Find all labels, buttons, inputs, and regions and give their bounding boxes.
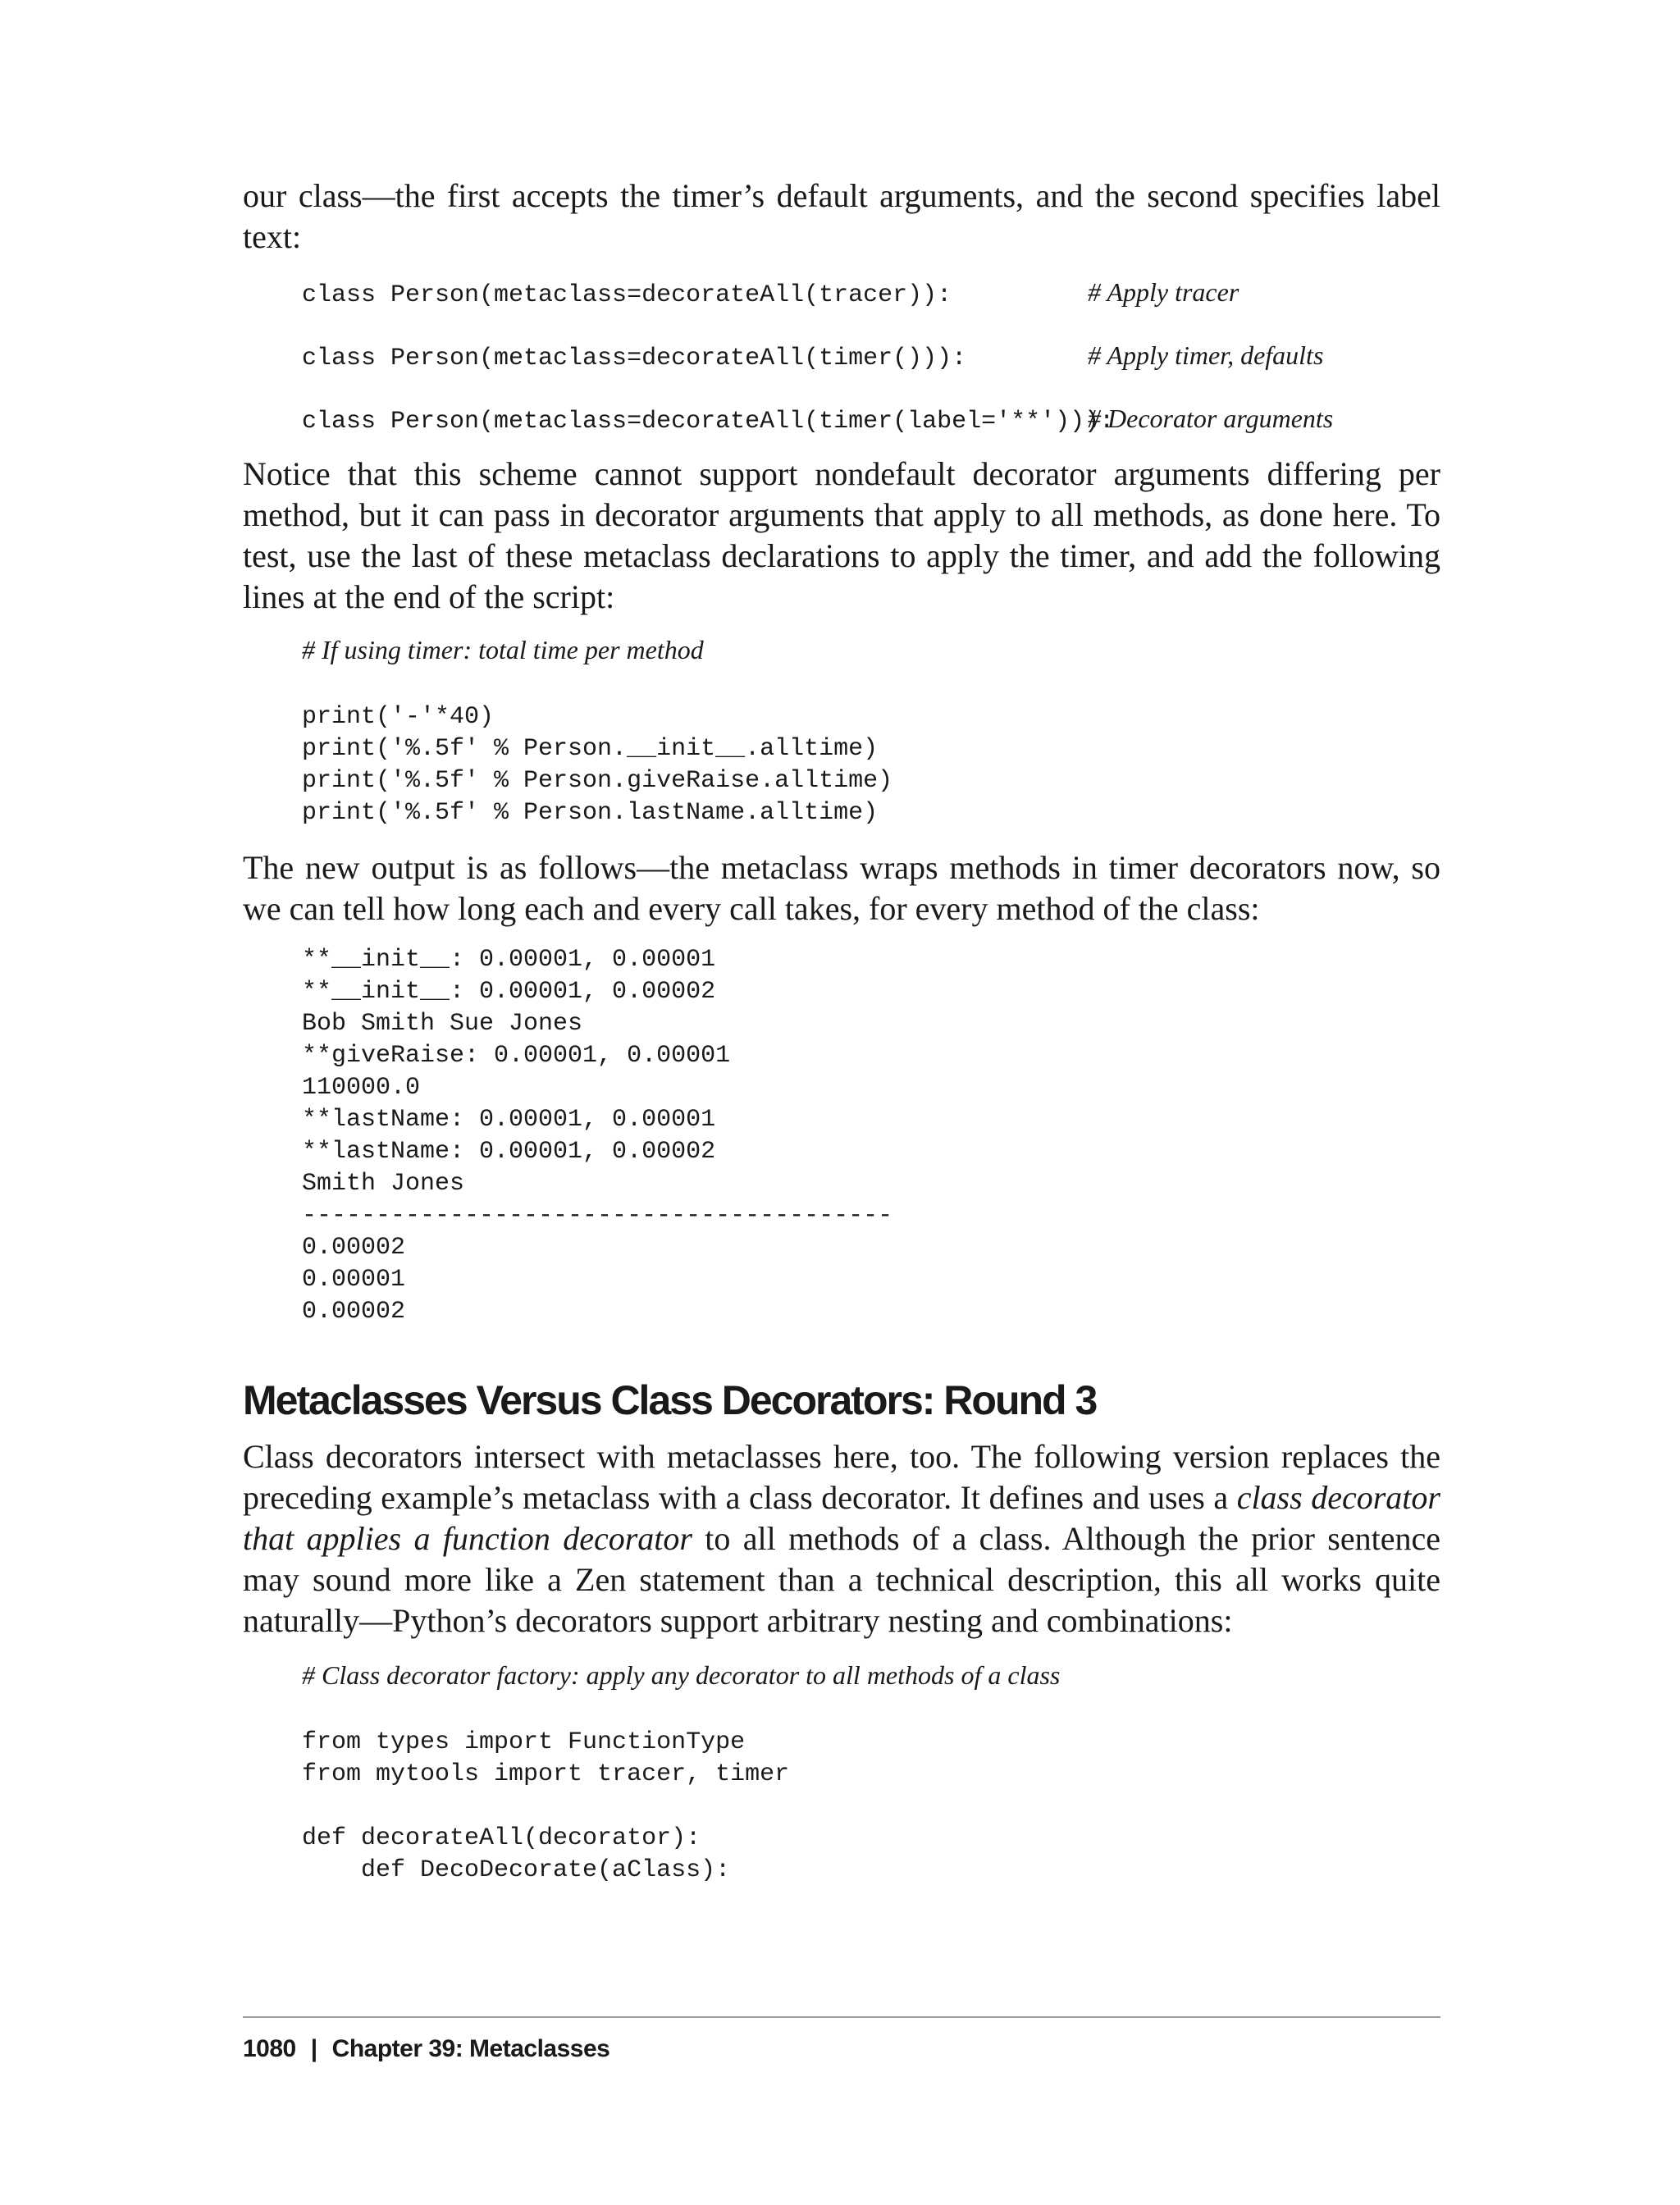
code-comment: # Decorator arguments	[1088, 404, 1334, 433]
page-number: 1080	[243, 2035, 296, 2062]
emphasis-text: class decorator that applies a function decorator	[243, 1479, 1440, 1557]
paragraph-notice: Notice that this scheme cannot support nondefault decorator arguments differing per method, but it can pass in decorator arguments that apply to all methods, as done here. To test, use the last of these metaclass declarations to apply the timer, and add the following lines at the end of the script:	[243, 455, 1440, 615]
code-text: class Person(metaclass=decorateAll(timer(label='**'))):	[302, 408, 1115, 436]
page-content	[243, 176, 1440, 1887]
paragraph-output-intro: The new output is as follows—the metaclass wraps methods in timer decorators now, so we can tell how long each and every call takes, for every method of the class:	[243, 849, 1440, 927]
code-block-class-decorator-factory	[243, 1659, 1440, 1887]
code-line	[243, 404, 1440, 436]
paragraph-class-decorators	[243, 1436, 1440, 1641]
page-footer	[243, 2033, 609, 2066]
code-text: class Person(metaclass=decorateAll(tracer)):	[302, 281, 952, 309]
code-comment: # Apply timer, defaults	[1088, 340, 1324, 370]
code-line	[243, 340, 1440, 372]
section-heading: Metaclasses Versus Class Decorators: Round 3	[243, 1377, 1097, 1423]
text-run: to all methods of a class. Although the prior sentence may sound more like a Zen statement than a technical description, this all works quite naturally—Python’s decorators support arbitrary nesting and combinations:	[243, 1520, 1440, 1639]
paragraph-intro: our class—the first accepts the timer’s default arguments, and the second specifies label text:	[243, 177, 1440, 255]
footer-rule	[243, 2016, 1440, 2018]
code-text: print('-'*40) print('%.5f' % Person.__init__.alltime) print('%.5f' % Person.giveRaise.alltime) print('%.5f' % Person.lastName.alltime)	[302, 703, 893, 827]
chapter-title: Chapter 39: Metaclasses	[331, 2035, 610, 2062]
footer-separator: |	[310, 2035, 317, 2062]
code-line	[243, 277, 1440, 309]
text-run: Class decorators intersect with metaclasses here, too. The following version replaces the preceding example’s metaclass with a class decorator. It defines and uses a	[243, 1438, 1440, 1516]
code-comment: # If using timer: total time per method	[302, 635, 704, 664]
code-text: class Person(metaclass=decorateAll(timer())):	[302, 345, 967, 372]
code-comment: # Apply tracer	[1088, 277, 1239, 307]
code-comment: # Class decorator factory: apply any decorator to all methods of a class	[302, 1660, 1061, 1690]
code-text: from types import FunctionType from mytools import tracer, timer	[302, 1728, 790, 1788]
code-block-metaclass-declarations	[243, 277, 1440, 436]
code-block-print-totals	[243, 634, 1440, 829]
code-text: def decorateAll(decorator): def DecoDecorate(aClass):	[302, 1824, 731, 1884]
program-output: **__init__: 0.00001, 0.00001 **__init__: 0.00001, 0.00002 Bob Smith Sue Jones **giveRaise: 0.00001, 0.00001 110000.0 **lastName: 0.00001, 0.00001 **lastName: 0.00001, 0.00002 Smith Jones ---------------------------------------- 0.00002 0.00001 0.00002	[302, 946, 893, 1326]
